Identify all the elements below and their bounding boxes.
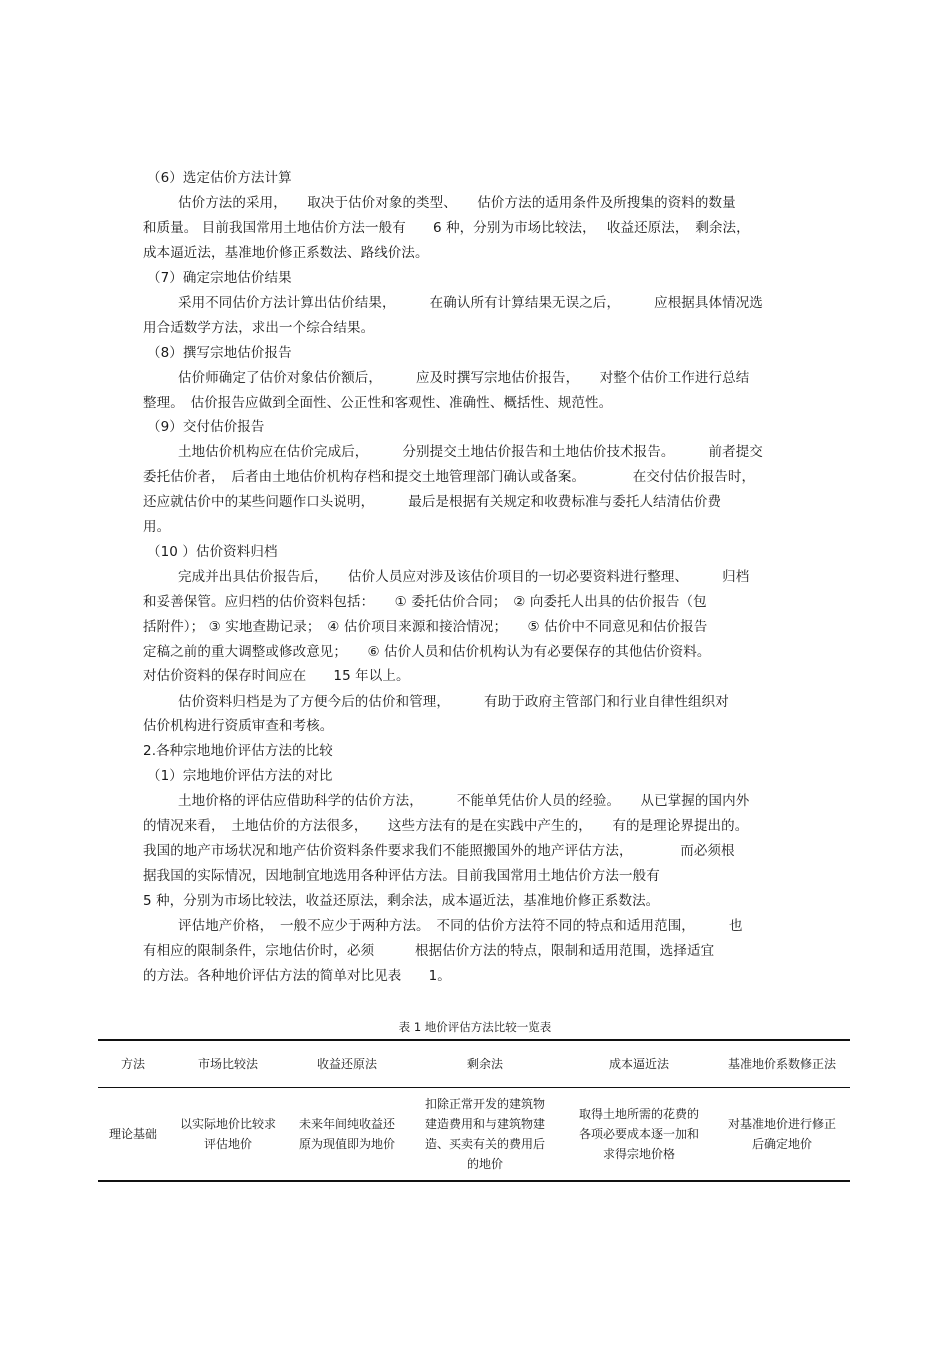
paragraph-line: 整理。 估价报告应做到全面性、公正性和客观性、准确性、概括性、规范性。 (143, 395, 613, 411)
table-cell: 未来年间纯收益还原为现值即为地价 (298, 1117, 395, 1151)
table-cell: 以实际地价比较求评估地价 (179, 1117, 276, 1151)
paragraph-line: 还应就估价中的某些问题作口头说明， 最后是根据有关规定和收费标准与委托人结清估价费 (143, 494, 722, 510)
paragraph-line: 5 种，分别为市场比较法，收益还原法，剩余法，成本逼近法，基准地价修正系数法。 (143, 893, 660, 909)
paragraph-line: 括附件）； ③ 实地查勘记录； ④ 估价项目来源和接洽情况； ⑤ 估价中不同意见和估价报告 (143, 619, 708, 635)
paragraph-line: 委托估价者， 后者由土地估价机构存档和提交土地管理部门确认或备案。 在交付估价报告时， (143, 469, 756, 485)
row-label: 理论基础 (108, 1127, 157, 1141)
paragraph-line: 的方法。各种地价评估方法的简单对比见表 1。 (143, 968, 451, 984)
paragraph-line: 和质量。 目前我国常用土地估价方法一般有 6 种，分别为市场比较法， 收益还原法， 剩余法， (143, 220, 750, 236)
header-method: 方法 (98, 1040, 168, 1088)
heading-7: （7）确定宗地估价结果 (147, 270, 292, 286)
paragraph-line: 成本逼近法，基准地价修正系数法、路线价法。 (143, 245, 429, 261)
table-cell: 取得土地所需的花费的各项必要成本逐一加和求得宗地价格 (578, 1107, 699, 1161)
paragraph-line: 我国的地产市场状况和地产估价资料条件要求我们不能照搬国外的地产评估方法， 而必须根 (143, 843, 735, 859)
header-market-comparison: 市场比较法 (168, 1040, 288, 1088)
paragraph-line: 采用不同估价方法计算出估价结果， 在确认所有计算结果无误之后， 应根据具体情况选 (178, 295, 763, 311)
paragraph-line: 估价师确定了估价对象估价额后， 应及时撰写宗地估价报告， 对整个估价工作进行总结 (178, 370, 750, 386)
header-benchmark-correction: 基准地价系数修正法 (714, 1040, 850, 1088)
table-caption: 表 1 地价评估方法比较一览表 (398, 1020, 552, 1034)
paragraph-line: 估价方法的采用， 取决于估价对象的类型、 估价方法的适用条件及所搜集的资料的数量 (178, 195, 736, 211)
table-header-row (98, 1040, 850, 1088)
section-heading-2: 2.各种宗地地价评估方法的比较 (143, 743, 333, 759)
table-row (98, 1088, 850, 1182)
paragraph-line: 估价机构进行资质审查和考核。 (143, 718, 334, 734)
header-cost-approach: 成本逼近法 (564, 1040, 714, 1088)
heading-10: （10 ）估价资料归档 (147, 544, 278, 560)
paragraph-line: 评估地产价格， 一般不应少于两种方法。 不同的估价方法符不同的特点和适用范围， 也 (178, 918, 743, 934)
paragraph-line: 对估价资料的保存时间应在 15 年以上。 (143, 668, 410, 684)
paragraph-line: 有相应的限制条件，宗地估价时，必须 根据估价方法的特点，限制和适用范围，选择适宜 (143, 943, 715, 959)
paragraph-line: 和妥善保管。应归档的估价资料包括： ① 委托估价合同； ② 向委托人出具的估价报告（包 (143, 594, 707, 610)
paragraph-line: 用。 (143, 519, 171, 535)
paragraph-line: 用合适数学方法，求出一个综合结果。 (143, 320, 375, 336)
header-residual: 剩余法 (406, 1040, 564, 1088)
paragraph-line: 定稿之前的重大调整或修改意见； ⑥ 估价人员和估价机构认为有必要保存的其他估价资料。 (143, 644, 711, 660)
subsection-heading-1: （1）宗地地价评估方法的对比 (147, 768, 333, 784)
header-income-capitalization: 收益还原法 (288, 1040, 406, 1088)
paragraph-line: 的情况来看， 土地估价的方法很多， 这些方法有的是在实践中产生的， 有的是理论界提出的。 (143, 818, 749, 834)
paragraph-line: 土地估价机构应在估价完成后， 分别提交土地估价报告和土地估价技术报告。 前者提交 (178, 444, 763, 460)
heading-8: （8）撰写宗地估价报告 (147, 345, 292, 361)
paragraph-line: 估价资料归档是为了方便今后的估价和管理， 有助于政府主管部门和行业自律性组织对 (178, 694, 729, 710)
paragraph-line: 据我国的实际情况，因地制宜地选用各种评估方法。目前我国常用土地估价方法一般有 (143, 868, 660, 884)
heading-9: （9）交付估价报告 (147, 419, 265, 435)
paragraph-line: 土地价格的评估应借助科学的估价方法， 不能单凭估价人员的经验。 从已掌握的国内外 (178, 793, 750, 809)
comparison-table (98, 1039, 850, 1182)
heading-6: （6）选定估价方法计算 (147, 170, 292, 186)
table-cell: 扣除正常开发的建筑物建造费用和与建筑物建造、买卖有关的费用后的地价 (424, 1097, 545, 1171)
table-cell: 对基准地价进行修正后确定地价 (727, 1117, 836, 1151)
paragraph-line: 完成并出具估价报告后， 估价人员应对涉及该估价项目的一切必要资料进行整理、 归档 (178, 569, 750, 585)
